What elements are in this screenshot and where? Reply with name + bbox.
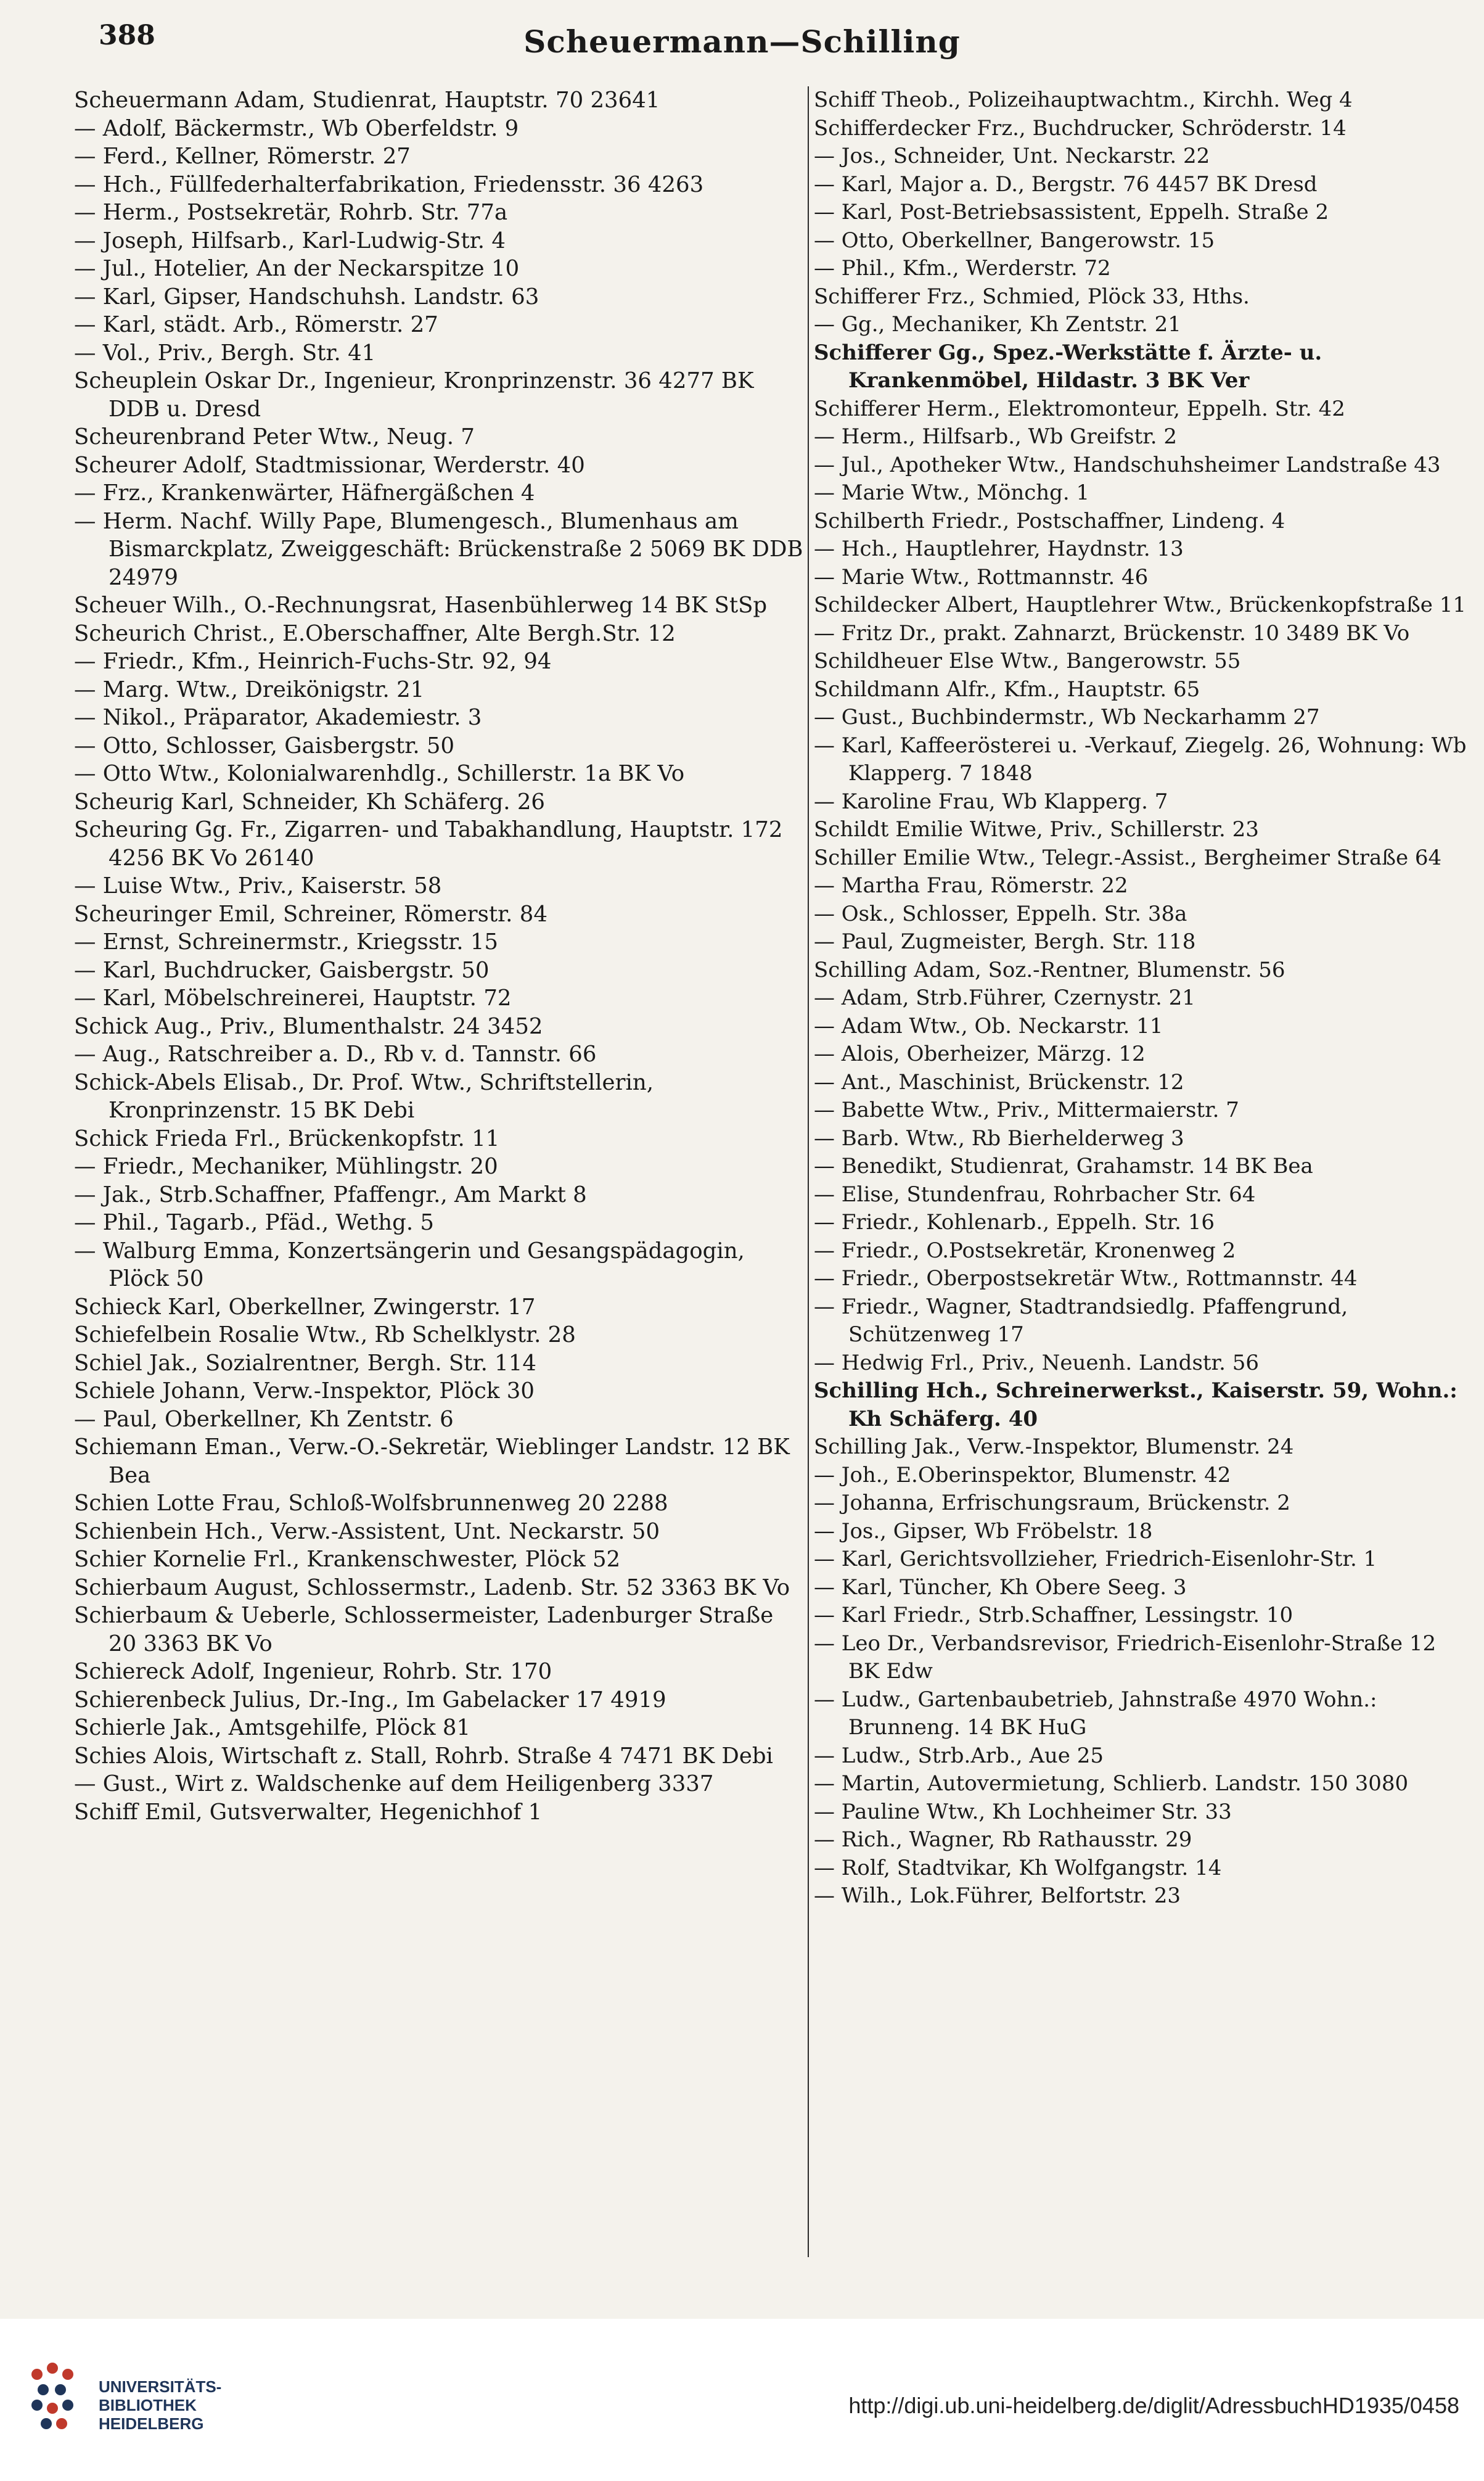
directory-entry: — Jul., Hotelier, An der Neckarspitze 10 bbox=[74, 256, 520, 281]
directory-entry: — Karl, Gipser, Handschuhsh. Landstr. 63 bbox=[74, 284, 539, 310]
page-number: 388 bbox=[99, 20, 155, 51]
directory-entry: — Elise, Stundenfrau, Rohrbacher Str. 64 bbox=[814, 1182, 1256, 1207]
directory-entry: Schilling Hch., Schreinerwerkst., Kaiserstr. 59, Wohn.: Kh Schäferg. 40 bbox=[814, 1378, 1457, 1431]
directory-entry: — Walburg Emma, Konzertsängerin und Gesangspädagogin, Plöck 50 bbox=[74, 1238, 745, 1291]
directory-entry: — Otto, Schlosser, Gaisbergstr. 50 bbox=[74, 733, 455, 759]
directory-entry: — Karl, Gerichtsvollzieher, Friedrich-Eisenlohr-Str. 1 bbox=[814, 1547, 1377, 1571]
directory-entry: Scheuer Wilh., O.-Rechnungsrat, Hasenbühlerweg 14 BK StSp bbox=[74, 593, 768, 618]
directory-entry: Schick Aug., Priv., Blumenthalstr. 24 3452 bbox=[74, 1013, 543, 1039]
left-column bbox=[74, 86, 805, 2282]
directory-entry: Schien Lotte Frau, Schloß-Wolfsbrunnenweg 20 2288 bbox=[74, 1491, 668, 1516]
directory-entry: Scheurich Christ., E.Oberschaffner, Alte Bergh.Str. 12 bbox=[74, 620, 676, 646]
directory-entry: — Phil., Tagarb., Pfäd., Wethg. 5 bbox=[74, 1210, 434, 1235]
library-name-line: BIBLIOTHEK bbox=[99, 2396, 197, 2414]
directory-entry: Schiff Theob., Polizeihauptwachtm., Kirchh. Weg 4 bbox=[814, 88, 1353, 112]
directory-entry: — Herm., Hilfsarb., Wb Greifstr. 2 bbox=[814, 424, 1178, 449]
directory-entry: — Joh., E.Oberinspektor, Blumenstr. 42 bbox=[814, 1462, 1231, 1487]
directory-entry: Schick Frieda Frl., Brückenkopfstr. 11 bbox=[74, 1125, 500, 1151]
directory-entry: Schier Kornelie Frl., Krankenschwester, Plöck 52 bbox=[74, 1547, 621, 1572]
directory-entry: — Wilh., Lok.Führer, Belfortstr. 23 bbox=[814, 1883, 1181, 1908]
directory-entry: — Rich., Wagner, Rb Rathausstr. 29 bbox=[814, 1827, 1192, 1852]
footer bbox=[0, 2319, 1484, 2481]
directory-entry: — Gg., Mechaniker, Kh Zentstr. 21 bbox=[814, 312, 1181, 337]
directory-entry: Schifferer Herm., Elektromonteur, Eppelh. Str. 42 bbox=[814, 396, 1345, 421]
directory-entry: Schieck Karl, Oberkellner, Zwingerstr. 17 bbox=[74, 1294, 536, 1320]
directory-entry: — Jos., Gipser, Wb Fröbelstr. 18 bbox=[814, 1518, 1153, 1544]
directory-entry: — Karl Friedr., Strb.Schaffner, Lessingstr. 10 bbox=[814, 1603, 1293, 1627]
directory-entry: Schilberth Friedr., Postschaffner, Lindeng. 4 bbox=[814, 508, 1285, 533]
directory-entry: — Paul, Zugmeister, Bergh. Str. 118 bbox=[814, 929, 1196, 954]
right-column bbox=[814, 86, 1467, 2282]
directory-entry: Scheuplein Oskar Dr., Ingenieur, Kronprinzenstr. 36 4277 BK DDB u. Dresd bbox=[74, 368, 754, 422]
directory-entry: — Martin, Autovermietung, Schlierb. Landstr. 150 3080 bbox=[814, 1771, 1409, 1796]
library-name bbox=[99, 2377, 221, 2433]
directory-entry: — Otto Wtw., Kolonialwarenhdlg., Schillerstr. 1a BK Vo bbox=[74, 761, 685, 786]
directory-entry: — Ludw., Gartenbaubetrieb, Jahnstraße 4970 Wohn.: Brunneng. 14 BK HuG bbox=[814, 1687, 1377, 1740]
directory-entry: — Herm. Nachf. Willy Pape, Blumengesch., Blumenhaus am Bismarckplatz, Zweiggeschäft: Brückenstraße 2 5069 BK DDB 24979 bbox=[74, 508, 803, 590]
directory-entry: — Nikol., Präparator, Akademiestr. 3 bbox=[74, 705, 482, 730]
directory-entry: — Jak., Strb.Schaffner, Pfaffengr., Am Markt 8 bbox=[74, 1182, 587, 1208]
directory-entry: — Karoline Frau, Wb Klapperg. 7 bbox=[814, 789, 1168, 814]
directory-entry: — Hch., Hauptlehrer, Haydnstr. 13 bbox=[814, 537, 1184, 561]
directory-entry: — Rolf, Stadtvikar, Kh Wolfgangstr. 14 bbox=[814, 1855, 1222, 1880]
directory-entry: Schildt Emilie Witwe, Priv., Schillerstr. 23 bbox=[814, 817, 1259, 842]
directory-entry: — Joseph, Hilfsarb., Karl-Ludwig-Str. 4 bbox=[74, 228, 506, 253]
directory-entry: — Karl, städt. Arb., Römerstr. 27 bbox=[74, 312, 438, 337]
directory-entry: Scheurenbrand Peter Wtw., Neug. 7 bbox=[74, 424, 475, 450]
directory-entry: Schies Alois, Wirtschaft z. Stall, Rohrb. Straße 4 7471 BK Debi bbox=[74, 1743, 773, 1769]
directory-entry: — Leo Dr., Verbandsrevisor, Friedrich-Eisenlohr-Straße 12 BK Edw bbox=[814, 1631, 1437, 1684]
directory-entry: Schiff Emil, Gutsverwalter, Hegenichhof 1 bbox=[74, 1799, 543, 1825]
directory-entry: Schildheuer Else Wtw., Bangerowstr. 55 bbox=[814, 649, 1241, 673]
directory-entry: Schierbaum August, Schlossermstr., Ladenb. Str. 52 3363 BK Vo bbox=[74, 1574, 790, 1600]
directory-entry: Scheuermann Adam, Studienrat, Hauptstr. 70 23641 bbox=[74, 88, 660, 113]
directory-entry: — Gust., Buchbindermstr., Wb Neckarhamm 27 bbox=[814, 705, 1320, 730]
directory-entry: Scheurig Karl, Schneider, Kh Schäferg. 26 bbox=[74, 789, 545, 815]
directory-entry: Schilling Adam, Soz.-Rentner, Blumenstr. 56 bbox=[814, 957, 1285, 982]
directory-entry: — Alois, Oberheizer, Märzg. 12 bbox=[814, 1042, 1146, 1066]
directory-entry: Schifferdecker Frz., Buchdrucker, Schröderstr. 14 bbox=[814, 115, 1347, 141]
directory-entry: — Ferd., Kellner, Römerstr. 27 bbox=[74, 144, 411, 169]
directory-entry: — Vol., Priv., Bergh. Str. 41 bbox=[74, 340, 376, 366]
directory-entry: — Paul, Oberkellner, Kh Zentstr. 6 bbox=[74, 1406, 454, 1432]
directory-entry: Schifferer Frz., Schmied, Plöck 33, Hths. bbox=[814, 284, 1250, 309]
directory-entry: — Friedr., Kfm., Heinrich-Fuchs-Str. 92, 94 bbox=[74, 649, 552, 674]
directory-entry: — Marie Wtw., Mönchg. 1 bbox=[814, 480, 1090, 505]
directory-entry: Schienbein Hch., Verw.-Assistent, Unt. Neckarstr. 50 bbox=[74, 1518, 660, 1544]
directory-entry: — Karl, Major a. D., Bergstr. 76 4457 BK Dresd bbox=[814, 171, 1318, 197]
directory-entry: Schildecker Albert, Hauptlehrer Wtw., Brückenkopfstraße 11 bbox=[814, 593, 1466, 617]
running-head: Scheuermann—Schilling bbox=[523, 23, 961, 60]
directory-entry: — Friedr., O.Postsekretär, Kronenweg 2 bbox=[814, 1238, 1236, 1263]
directory-entry: Schiel Jak., Sozialrentner, Bergh. Str. 114 bbox=[74, 1350, 536, 1376]
directory-entry: — Friedr., Kohlenarb., Eppelh. Str. 16 bbox=[814, 1210, 1215, 1235]
directory-entry: — Babette Wtw., Priv., Mittermaierstr. 7 bbox=[814, 1098, 1239, 1122]
directory-entry: — Adam, Strb.Führer, Czernystr. 21 bbox=[814, 985, 1195, 1010]
directory-entry: — Phil., Kfm., Werderstr. 72 bbox=[814, 256, 1111, 281]
directory-entry: Schifferer Gg., Spez.-Werkstätte f. Ärzte- u. Krankenmöbel, Hildastr. 3 BK Ver bbox=[814, 340, 1322, 393]
column-divider bbox=[808, 86, 809, 2257]
directory-entry: — Barb. Wtw., Rb Bierhelderweg 3 bbox=[814, 1125, 1184, 1151]
directory-entry: Schiele Johann, Verw.-Inspektor, Plöck 30 bbox=[74, 1378, 535, 1404]
library-name-line: HEIDELBERG bbox=[99, 2414, 204, 2433]
directory-entry: — Otto, Oberkellner, Bangerowstr. 15 bbox=[814, 228, 1215, 253]
directory-entry: Scheuringer Emil, Schreiner, Römerstr. 84 bbox=[74, 901, 547, 927]
source-url-link[interactable]: http://digi.ub.uni-heidelberg.de/diglit/AdressbuchHD1935/0458 bbox=[848, 2393, 1459, 2418]
directory-entry: — Johanna, Erfrischungsraum, Brückenstr. 2 bbox=[814, 1491, 1290, 1515]
directory-entry: — Karl, Buchdrucker, Gaisbergstr. 50 bbox=[74, 957, 490, 983]
directory-entry: — Frz., Krankenwärter, Häfnergäßchen 4 bbox=[74, 480, 535, 506]
directory-entry: — Jul., Apotheker Wtw., Handschuhsheimer Landstraße 43 bbox=[814, 452, 1441, 477]
directory-entry: Schiefelbein Rosalie Wtw., Rb Schelklystr. 28 bbox=[74, 1322, 576, 1347]
directory-entry: Schiereck Adolf, Ingenieur, Rohrb. Str. 170 bbox=[74, 1659, 552, 1684]
directory-entry: — Karl, Tüncher, Kh Obere Seeg. 3 bbox=[814, 1574, 1187, 1600]
directory-entry: — Pauline Wtw., Kh Lochheimer Str. 33 bbox=[814, 1799, 1232, 1824]
directory-entry: Schildmann Alfr., Kfm., Hauptstr. 65 bbox=[814, 677, 1200, 702]
directory-entry: — Karl, Möbelschreinerei, Hauptstr. 72 bbox=[74, 985, 512, 1011]
directory-entry: — Ant., Maschinist, Brückenstr. 12 bbox=[814, 1069, 1184, 1095]
directory-entry: Schilling Jak., Verw.-Inspektor, Blumenstr. 24 bbox=[814, 1434, 1294, 1459]
directory-entry: Schick-Abels Elisab., Dr. Prof. Wtw., Schriftstellerin, Kronprinzenstr. 15 BK Debi bbox=[74, 1069, 654, 1123]
directory-entry: — Osk., Schlosser, Eppelh. Str. 38a bbox=[814, 901, 1187, 926]
directory-entry: Schierbaum & Ueberle, Schlossermeister, Ladenburger Straße 20 3363 BK Vo bbox=[74, 1603, 774, 1656]
directory-entry: — Hch., Füllfederhalterfabrikation, Friedensstr. 36 4263 bbox=[74, 171, 704, 197]
directory-entry: — Benedikt, Studienrat, Grahamstr. 14 BK Bea bbox=[814, 1154, 1313, 1179]
directory-entry: — Friedr., Wagner, Stadtrandsiedlg. Pfaffengrund, Schützenweg 17 bbox=[814, 1294, 1348, 1347]
directory-entry: Schiller Emilie Wtw., Telegr.-Assist., Bergheimer Straße 64 bbox=[814, 845, 1442, 870]
directory-entry: — Jos., Schneider, Unt. Neckarstr. 22 bbox=[814, 144, 1210, 168]
directory-entry: — Karl, Post-Betriebsassistent, Eppelh. Straße 2 bbox=[814, 200, 1329, 224]
directory-entry: — Fritz Dr., prakt. Zahnarzt, Brückenstr. 10 3489 BK Vo bbox=[814, 620, 1410, 646]
directory-entry: — Herm., Postsekretär, Rohrb. Str. 77a bbox=[74, 200, 508, 225]
directory-entry: — Martha Frau, Römerstr. 22 bbox=[814, 873, 1128, 898]
directory-entry: — Gust., Wirt z. Waldschenke auf dem Heiligenberg 3337 bbox=[74, 1771, 714, 1796]
directory-entry: — Marg. Wtw., Dreikönigstr. 21 bbox=[74, 677, 425, 702]
university-library-logo-icon bbox=[25, 2356, 92, 2442]
directory-entry: — Adolf, Bäckermstr., Wb Oberfeldstr. 9 bbox=[74, 115, 519, 141]
directory-entry: — Marie Wtw., Rottmannstr. 46 bbox=[814, 564, 1149, 590]
directory-entry: — Ernst, Schreinermstr., Kriegsstr. 15 bbox=[74, 929, 498, 955]
directory-entry: — Karl, Kaffeerösterei u. -Verkauf, Ziegelg. 26, Wohnung: Wb Klapperg. 7 1848 bbox=[814, 733, 1467, 786]
directory-entry: — Friedr., Mechaniker, Mühlingstr. 20 bbox=[74, 1154, 498, 1179]
directory-entry: Schierenbeck Julius, Dr.-Ing., Im Gabelacker 17 4919 bbox=[74, 1687, 666, 1713]
directory-entry: — Ludw., Strb.Arb., Aue 25 bbox=[814, 1743, 1104, 1768]
directory-entry: — Adam Wtw., Ob. Neckarstr. 11 bbox=[814, 1013, 1163, 1039]
library-name-line: UNIVERSITÄTS- bbox=[99, 2377, 222, 2396]
directory-entry: — Hedwig Frl., Priv., Neuenh. Landstr. 56 bbox=[814, 1350, 1259, 1375]
directory-entry: — Luise Wtw., Priv., Kaiserstr. 58 bbox=[74, 873, 442, 899]
directory-entry: Schierle Jak., Amtsgehilfe, Plöck 81 bbox=[74, 1715, 471, 1740]
directory-entry: Schiemann Eman., Verw.-O.-Sekretär, Wieblinger Landstr. 12 BK Bea bbox=[74, 1434, 790, 1488]
directory-entry: Scheurer Adolf, Stadtmissionar, Werderstr. 40 bbox=[74, 452, 585, 478]
directory-entry: — Aug., Ratschreiber a. D., Rb v. d. Tannstr. 66 bbox=[74, 1042, 597, 1067]
directory-entry: — Friedr., Oberpostsekretär Wtw., Rottmannstr. 44 bbox=[814, 1266, 1358, 1291]
directory-entry: Scheuring Gg. Fr., Zigarren- und Tabakhandlung, Hauptstr. 172 4256 BK Vo 26140 bbox=[74, 817, 783, 871]
